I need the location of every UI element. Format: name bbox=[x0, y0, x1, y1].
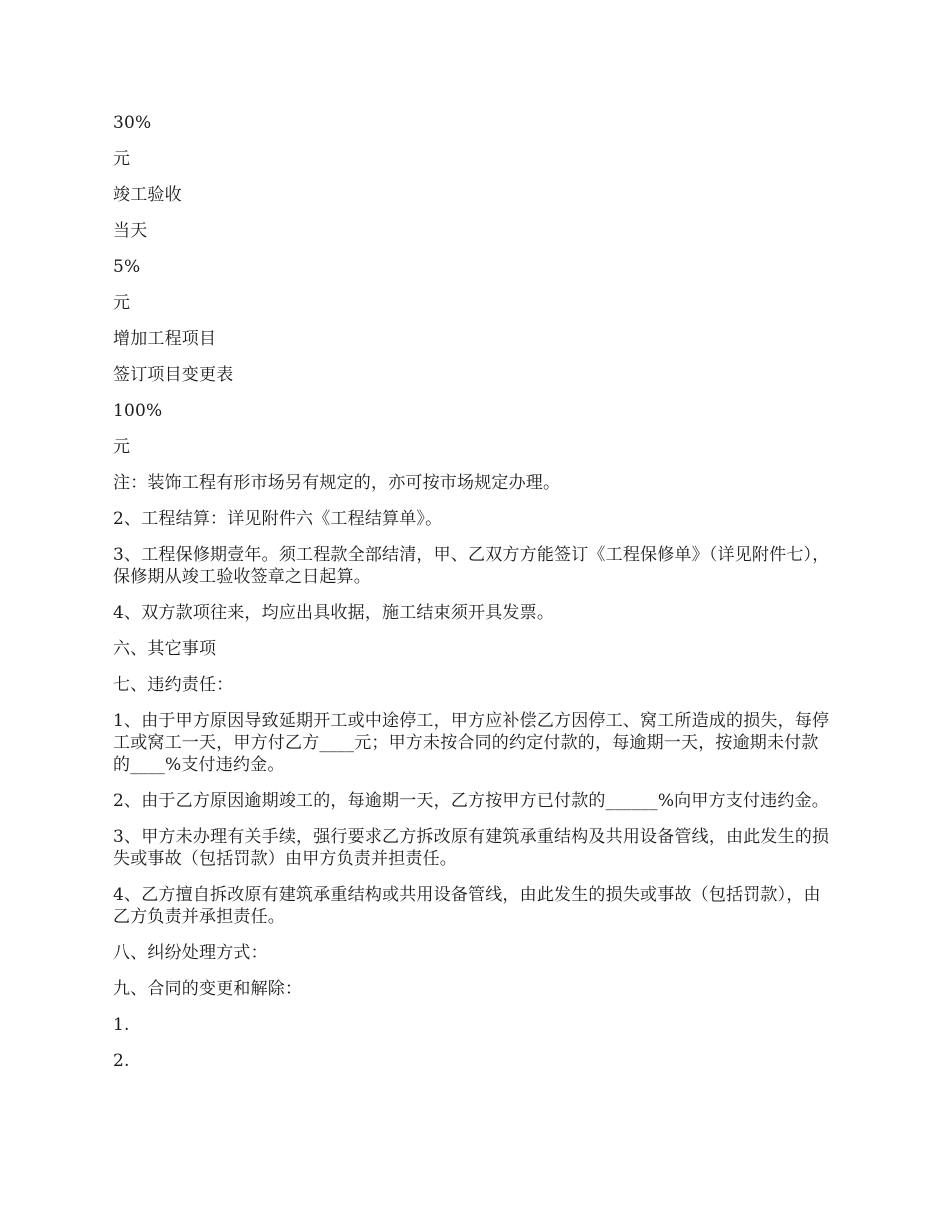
paragraph-yuan-1: 元 bbox=[113, 149, 131, 169]
section-heading-disputes: 八、纠纷处理方式： bbox=[113, 943, 268, 963]
paragraph-same-day: 当天 bbox=[113, 221, 148, 241]
paragraph-note: 注：装饰工程有形市场另有规定的，亦可按市场规定办理。 bbox=[113, 473, 561, 493]
paragraph-yuan-2: 元 bbox=[113, 293, 131, 313]
section-heading-other-matters: 六、其它事项 bbox=[113, 639, 217, 659]
paragraph-breach-1: 1、由于甲方原因导致延期开工或中途停工，甲方应补偿乙方因停工、窝工所造成的损失，每停工或窝工一天，甲方付乙方____元；甲方未按合同的约定付款的，每逾期一天，按逾期未付款的____%支付违约金。 bbox=[113, 711, 830, 775]
paragraph-breach-3: 3、甲方未办理有关手续，强行要求乙方拆改原有建筑承重结构及共用设备管线，由此发生的损失或事故（包括罚款）由甲方负责并担责任。 bbox=[113, 827, 830, 869]
paragraph-breach-2: 2、由于乙方原因逾期竣工的，每逾期一天，乙方按甲方已付款的______%向甲方支付违约金。 bbox=[113, 791, 829, 811]
paragraph-completion-acceptance: 竣工验收 bbox=[113, 185, 182, 205]
list-item-2: 2. bbox=[113, 1051, 130, 1071]
paragraph-added-items: 增加工程项目 bbox=[113, 329, 217, 349]
paragraph-percent-5: 5% bbox=[113, 257, 141, 277]
list-item-1: 1. bbox=[113, 1015, 130, 1035]
paragraph-receipts: 4、双方款项往来，均应出具收据，施工结束须开具发票。 bbox=[113, 603, 555, 623]
paragraph-yuan-3: 元 bbox=[113, 437, 131, 457]
section-heading-breach: 七、违约责任： bbox=[113, 675, 234, 695]
section-heading-changes: 九、合同的变更和解除： bbox=[113, 979, 303, 999]
paragraph-settlement: 2、工程结算：详见附件六《工程结算单》。 bbox=[113, 509, 443, 529]
paragraph-percent-30: 30% bbox=[113, 113, 152, 133]
paragraph-change-form: 签订项目变更表 bbox=[113, 365, 234, 385]
paragraph-warranty: 3、工程保修期壹年。须工程款全部结清，甲、乙双方方能签订《工程保修单》（详见附件七），保修期从竣工验收签章之日起算。 bbox=[113, 545, 830, 587]
paragraph-breach-4: 4、乙方擅自拆改原有建筑承重结构或共用设备管线，由此发生的损失或事故（包括罚款），由乙方负责并承担责任。 bbox=[113, 885, 821, 927]
paragraph-percent-100: 100% bbox=[113, 401, 163, 421]
